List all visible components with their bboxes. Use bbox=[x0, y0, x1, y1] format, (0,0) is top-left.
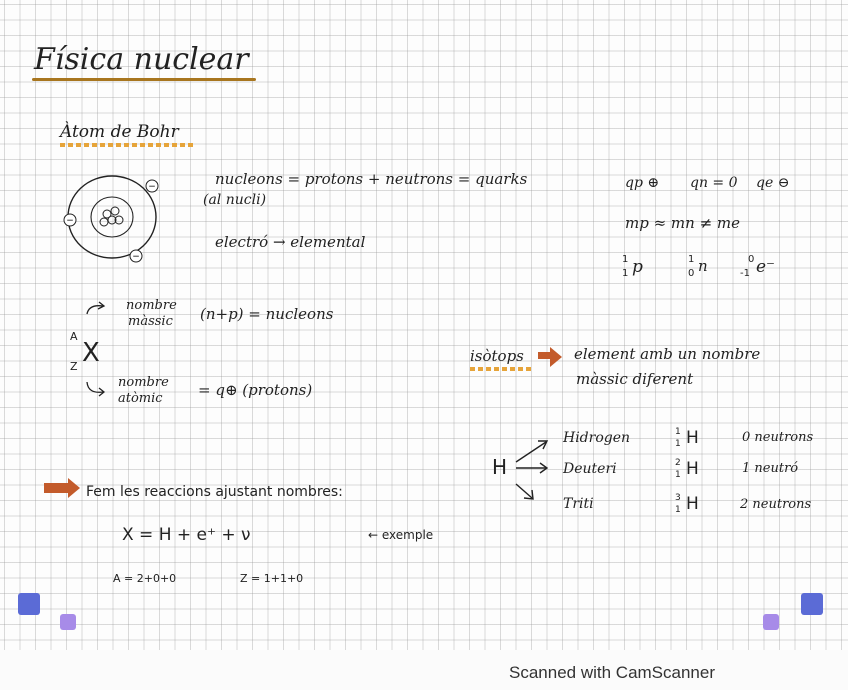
atomic-number-sum: Z = 1+1+0 bbox=[240, 572, 304, 585]
sticker-icon bbox=[801, 593, 823, 615]
reaction-equation: X = H + e⁺ + ν bbox=[122, 525, 251, 545]
mass-number-symbol: A bbox=[70, 330, 78, 343]
isotope-name-tritium: Triti bbox=[563, 496, 594, 512]
hydrogen-symbol: H bbox=[492, 455, 508, 479]
reactions-label: Fem les reaccions ajustant nombres: bbox=[86, 484, 343, 500]
arrow-icon bbox=[85, 380, 107, 398]
nucleons-note: (al nucli) bbox=[203, 192, 267, 208]
electron-symbol: e⁻ bbox=[756, 257, 776, 277]
mass-number-label-2: màssic bbox=[128, 314, 173, 329]
nucleons-definition: nucleons = protons + neutrons = quarks bbox=[215, 170, 528, 188]
svg-text:−: − bbox=[66, 216, 74, 226]
atomic-number-symbol: Z bbox=[70, 360, 78, 373]
section-subtitle: Àtom de Bohr bbox=[60, 122, 179, 142]
charge-neutron: qn = 0 bbox=[690, 175, 738, 191]
neutron-atomic-number: 0 bbox=[688, 268, 695, 279]
bohr-atom-diagram bbox=[60, 168, 170, 268]
mass-number-sum: A = 2+0+0 bbox=[113, 572, 177, 585]
svg-text:−: − bbox=[132, 252, 140, 262]
neutron-mass-number: 1 bbox=[688, 254, 695, 265]
sticker-icon bbox=[763, 614, 779, 630]
proton-atomic-number: 1 bbox=[622, 268, 629, 279]
hydrogen-neutron-count: 0 neutrons bbox=[742, 430, 814, 445]
subtitle-dash bbox=[60, 143, 194, 147]
example-note: ← exemple bbox=[368, 528, 434, 542]
electron-atomic-number: -1 bbox=[740, 268, 750, 279]
hydrogen-element: H bbox=[686, 428, 699, 448]
atomic-number-label-2: atòmic bbox=[118, 391, 163, 406]
tritium-neutron-count: 2 neutrons bbox=[740, 497, 812, 512]
electron-mass-number: 0 bbox=[748, 254, 755, 265]
arrow-icon bbox=[85, 300, 107, 316]
tritium-atomic-number: 1 bbox=[675, 505, 681, 515]
deuterium-mass-number: 2 bbox=[675, 458, 681, 468]
sticker-icon bbox=[18, 593, 40, 615]
isotope-name-hydrogen: Hidrogen bbox=[563, 430, 631, 446]
orange-arrow-icon bbox=[44, 483, 70, 493]
branch-arrows-icon bbox=[512, 436, 552, 500]
atomic-number-equation: = q⊕ (protons) bbox=[198, 381, 313, 399]
hydrogen-atomic-number: 1 bbox=[675, 439, 681, 449]
isotopes-definition-1: element amb un nombre bbox=[574, 345, 761, 363]
orange-arrow-icon bbox=[538, 352, 552, 359]
svg-text:−: − bbox=[148, 182, 156, 192]
deuterium-element: H bbox=[686, 459, 699, 479]
neutron-symbol: n bbox=[698, 257, 708, 275]
sticker-icon bbox=[60, 614, 76, 630]
mass-relation: mp ≈ mn ≠ me bbox=[625, 214, 741, 232]
title-underline bbox=[32, 78, 256, 81]
page-title: Física nuclear bbox=[34, 42, 249, 77]
tritium-mass-number: 3 bbox=[675, 493, 681, 503]
element-symbol: X bbox=[82, 338, 100, 368]
scanner-watermark: Scanned with CamScanner bbox=[509, 663, 716, 682]
atomic-number-label-1: nombre bbox=[118, 375, 169, 390]
isotopes-label: isòtops bbox=[470, 347, 524, 365]
mass-number-equation: (n+p) = nucleons bbox=[200, 305, 334, 323]
proton-symbol: p bbox=[632, 257, 643, 277]
isotopes-definition-2: màssic diferent bbox=[576, 370, 694, 388]
proton-mass-number: 1 bbox=[622, 254, 629, 265]
isotope-name-deuterium: Deuteri bbox=[563, 461, 617, 477]
isotopes-dash bbox=[470, 367, 532, 371]
deuterium-atomic-number: 1 bbox=[675, 470, 681, 480]
charge-proton: qp ⊕ bbox=[625, 175, 660, 191]
mass-number-label-1: nombre bbox=[126, 298, 177, 313]
hydrogen-mass-number: 1 bbox=[675, 427, 681, 437]
electron-definition: electró → elemental bbox=[215, 233, 366, 251]
deuterium-neutron-count: 1 neutró bbox=[742, 461, 799, 476]
charge-electron: qe ⊖ bbox=[756, 175, 790, 191]
tritium-element: H bbox=[686, 494, 699, 514]
